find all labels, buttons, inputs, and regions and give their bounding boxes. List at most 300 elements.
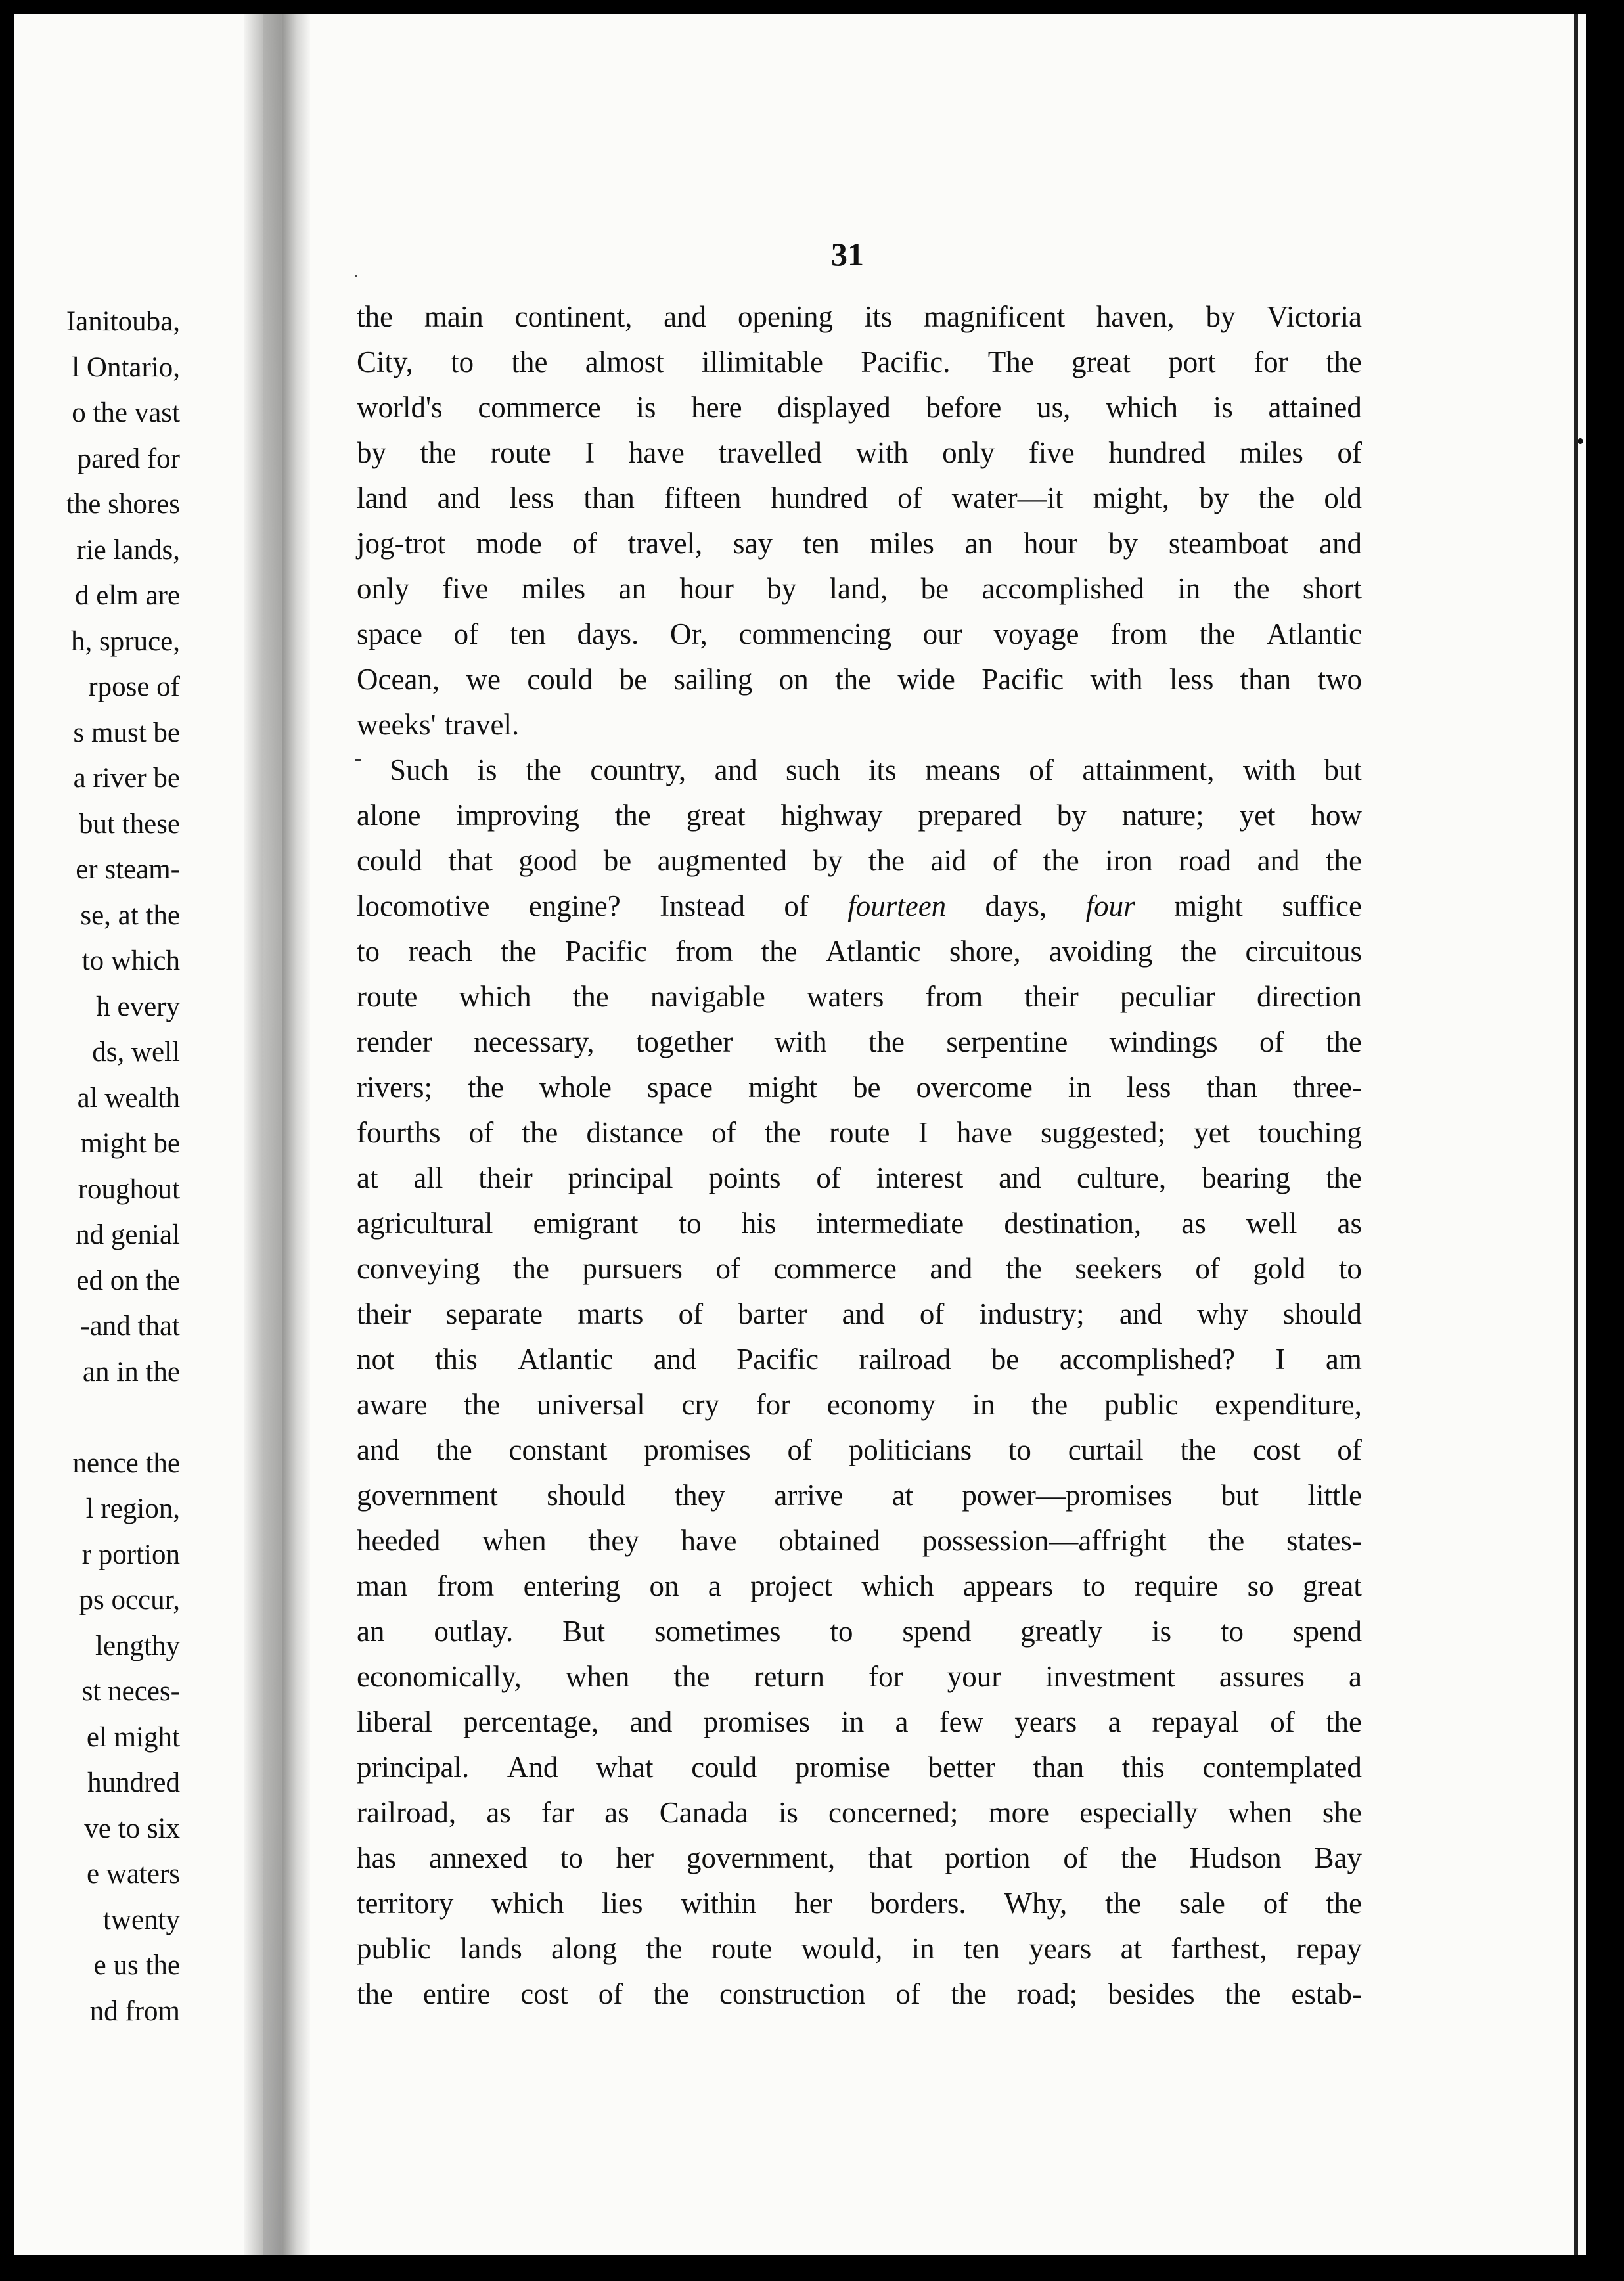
word: little <box>1307 1479 1362 1512</box>
word: the <box>1258 482 1295 514</box>
word: of <box>1259 1026 1284 1058</box>
word: navigable <box>650 980 765 1013</box>
word: greatly <box>1020 1615 1103 1648</box>
word: for <box>756 1388 791 1421</box>
word: whole <box>539 1071 612 1104</box>
word: to <box>1338 1252 1362 1285</box>
word: from <box>925 980 983 1013</box>
word: the <box>1325 1026 1362 1058</box>
word: prepared <box>918 799 1022 832</box>
word: route <box>829 1116 890 1149</box>
word: how <box>1311 799 1362 832</box>
word: your <box>947 1660 1002 1693</box>
word: good <box>518 844 578 877</box>
word: short <box>1302 572 1362 605</box>
word: and <box>664 300 707 333</box>
word: have <box>956 1116 1012 1149</box>
word: an <box>618 572 646 605</box>
word: the <box>868 844 905 877</box>
word: her <box>616 1841 654 1874</box>
word: we <box>466 663 501 696</box>
word: am <box>1325 1343 1362 1376</box>
word: travelled <box>718 436 822 469</box>
word: of <box>453 618 479 650</box>
word: the <box>1005 1252 1042 1285</box>
left-fragment-line: al wealth <box>77 1082 180 1114</box>
word: days, <box>985 890 1047 922</box>
word: two <box>1317 663 1362 696</box>
word: a <box>1108 1705 1121 1738</box>
word: illimitable <box>702 346 824 378</box>
word: than <box>1033 1751 1085 1784</box>
word: from <box>1110 618 1168 650</box>
word: constant <box>508 1434 608 1466</box>
word: of <box>784 890 809 922</box>
word: require <box>1134 1570 1219 1602</box>
word: of <box>919 1298 945 1330</box>
word: universal <box>536 1388 645 1421</box>
word: states- <box>1286 1524 1362 1557</box>
word: the <box>950 1977 987 2010</box>
text-line <box>357 1473 1362 1518</box>
word: spend <box>1292 1615 1362 1648</box>
left-fragment-line: a river be <box>73 763 180 794</box>
word: gold <box>1253 1252 1306 1285</box>
word: to <box>1008 1434 1031 1466</box>
word: commerce <box>478 391 601 424</box>
word: route <box>490 436 551 469</box>
word: the <box>1180 1434 1217 1466</box>
word: highway <box>780 799 883 832</box>
left-fragment-line: r portion <box>81 1539 180 1570</box>
text-line <box>357 1836 1362 1881</box>
word: of <box>1029 754 1054 786</box>
word: by <box>813 844 843 877</box>
word: concerned; <box>828 1796 959 1829</box>
word: the <box>522 1116 558 1149</box>
word: circuitous <box>1245 935 1362 968</box>
word: suffice <box>1282 890 1362 922</box>
word: has <box>357 1841 396 1874</box>
word: might, <box>1093 482 1170 514</box>
word: before <box>926 391 1002 424</box>
word: as <box>486 1796 511 1829</box>
word: is <box>477 754 497 786</box>
word: accomplished <box>981 572 1144 605</box>
word: bearing <box>1202 1162 1290 1194</box>
word: great <box>1302 1570 1362 1602</box>
word: only <box>942 436 995 469</box>
left-page-text <box>14 14 252 2255</box>
left-fragment-line: to which <box>81 945 180 976</box>
word: means <box>924 754 1001 786</box>
word <box>847 884 946 929</box>
word: entering <box>523 1570 621 1602</box>
word: assures <box>1219 1660 1305 1693</box>
word: with <box>855 436 909 469</box>
word: engine? <box>528 890 621 922</box>
word: their <box>478 1162 533 1194</box>
word: should <box>547 1479 626 1512</box>
word: distance <box>586 1116 683 1149</box>
word: agricultural <box>357 1207 493 1240</box>
left-fragment-line: rie lands, <box>76 534 180 566</box>
word: few <box>939 1705 984 1738</box>
word: liberal <box>357 1705 432 1738</box>
word: be <box>619 663 648 696</box>
word: cry <box>681 1388 719 1421</box>
text-line <box>357 1201 1362 1246</box>
word: in <box>1177 572 1201 605</box>
word: avoiding <box>1049 935 1153 968</box>
gutter-shadow <box>263 14 282 2255</box>
word: barter <box>738 1298 807 1330</box>
word: railroad, <box>357 1796 457 1829</box>
word: port <box>1168 346 1216 378</box>
word: old <box>1324 482 1362 514</box>
word: And <box>507 1751 558 1784</box>
word: of <box>1270 1705 1295 1738</box>
word: the <box>646 1932 683 1965</box>
word: than <box>1240 663 1292 696</box>
word: the <box>673 1660 710 1693</box>
left-fragment-line: ps occur, <box>79 1585 180 1615</box>
word: on <box>778 663 809 696</box>
word: and <box>1257 844 1300 877</box>
word: the <box>572 980 609 1013</box>
word: yet <box>1194 1116 1230 1149</box>
left-fragment-line: se, at the <box>80 899 180 931</box>
word: Or, <box>669 618 708 650</box>
word: at <box>1120 1932 1142 1965</box>
word: commerce <box>773 1252 897 1285</box>
word: the <box>1181 935 1217 968</box>
word: serpentine <box>946 1026 1068 1058</box>
word: world's <box>357 391 443 424</box>
left-fragment-line: might be <box>80 1128 180 1159</box>
left-fragment-line: e waters <box>86 1859 180 1889</box>
word: the <box>1208 1524 1245 1557</box>
word: less <box>1126 1071 1171 1104</box>
word: together <box>635 1026 733 1058</box>
text-line <box>357 521 1362 566</box>
word: territory <box>357 1887 454 1920</box>
word: when <box>1228 1796 1292 1829</box>
word: yet <box>1239 799 1276 832</box>
word: in <box>972 1388 995 1421</box>
word: Why, <box>1004 1887 1068 1920</box>
word: this <box>434 1343 478 1376</box>
word: our <box>922 618 962 650</box>
word: hundred <box>1108 436 1206 469</box>
word: of <box>572 527 597 560</box>
word: could <box>527 663 593 696</box>
text-line <box>357 1428 1362 1473</box>
word: the <box>500 935 537 968</box>
word: by <box>1056 799 1087 832</box>
word: five <box>442 572 489 605</box>
word: road; <box>1016 1977 1078 2010</box>
word: be <box>603 844 632 877</box>
word: an <box>964 527 993 560</box>
word: sailing <box>673 663 753 696</box>
word: the <box>1031 1388 1068 1421</box>
word: as <box>1337 1207 1362 1240</box>
word: the <box>1043 844 1079 877</box>
word: outlay. <box>434 1615 514 1648</box>
text-line <box>357 612 1362 657</box>
word: years <box>1029 1932 1092 1965</box>
word: sometimes <box>654 1615 781 1648</box>
left-fragment-line: an in the <box>82 1356 180 1388</box>
word: jog-trot <box>357 527 445 560</box>
word: estab- <box>1291 1977 1362 2010</box>
word: their <box>1024 980 1079 1013</box>
word: of <box>992 844 1018 877</box>
word: be <box>920 572 949 605</box>
left-fragment-line: ed on the <box>76 1265 180 1296</box>
text-line <box>357 702 1362 748</box>
word: within <box>681 1887 757 1920</box>
word: of <box>468 1116 494 1149</box>
word: displayed <box>777 391 891 424</box>
word: to <box>451 346 474 378</box>
word: by <box>1108 527 1139 560</box>
word: public <box>357 1932 431 1965</box>
left-fragment-line: st neces- <box>81 1676 180 1707</box>
word: miles <box>1239 436 1303 469</box>
word: which <box>1106 391 1179 424</box>
left-fragment-line: nence the <box>72 1447 180 1479</box>
text-line <box>357 838 1362 884</box>
word: lands <box>459 1932 522 1965</box>
word: construction <box>719 1977 866 2010</box>
text-line <box>357 1246 1362 1292</box>
word: spend <box>902 1615 972 1648</box>
text-line <box>357 1518 1362 1564</box>
word: railroad <box>859 1343 951 1376</box>
word: the <box>511 346 548 378</box>
word: the <box>357 1977 393 2010</box>
left-fragment-line: l Ontario, <box>72 351 180 383</box>
word: Atlantic <box>1267 618 1362 650</box>
word: but <box>1324 754 1362 786</box>
text-line <box>357 1700 1362 1745</box>
text-line <box>357 566 1362 612</box>
word: separate <box>445 1298 543 1330</box>
word: along <box>551 1932 618 1965</box>
word: peculiar <box>1119 980 1215 1013</box>
text-line <box>357 1926 1362 1972</box>
word: should <box>1282 1298 1362 1330</box>
word: in <box>841 1705 865 1738</box>
ink-speck <box>355 275 357 277</box>
word: route <box>711 1932 773 1965</box>
text-line <box>357 1337 1362 1382</box>
word: the <box>525 754 562 786</box>
word: with <box>1243 754 1296 786</box>
left-fragment-line: hundred <box>87 1767 180 1798</box>
word: for <box>1253 346 1288 378</box>
word: promises <box>644 1434 751 1466</box>
text-line <box>357 1564 1362 1609</box>
word: the <box>653 1977 690 2010</box>
text-line <box>357 1020 1362 1065</box>
word: as <box>604 1796 629 1829</box>
word: such <box>786 754 840 786</box>
word: of <box>598 1977 623 2010</box>
left-fragment-line: twenty <box>102 1904 180 1935</box>
word: But <box>562 1615 606 1648</box>
word: space <box>646 1071 713 1104</box>
word: is <box>1213 391 1233 424</box>
word: would, <box>801 1932 883 1965</box>
word: reach <box>408 935 472 968</box>
word: of <box>1263 1887 1288 1920</box>
word: government, <box>686 1841 836 1874</box>
word: of <box>897 482 922 514</box>
word: here <box>691 391 742 424</box>
word: the <box>1326 1887 1362 1920</box>
text-line <box>357 1110 1362 1156</box>
word: of <box>787 1434 812 1466</box>
word: nature; <box>1121 799 1204 832</box>
word: aware <box>357 1388 428 1421</box>
word: is <box>778 1796 798 1829</box>
left-fragment-line: er steam- <box>76 854 180 885</box>
word: pursuers <box>582 1252 683 1285</box>
word: cost <box>1253 1434 1301 1466</box>
word: to <box>560 1841 583 1874</box>
word: might <box>748 1071 817 1104</box>
text-line <box>357 1745 1362 1790</box>
word: by <box>1199 482 1229 514</box>
left-fragment-line: roughout <box>78 1173 180 1205</box>
word: ten <box>803 527 840 560</box>
word: in <box>911 1932 935 1965</box>
word: the <box>868 1026 905 1058</box>
word: could <box>357 844 422 877</box>
word: her <box>794 1887 832 1920</box>
text-line <box>357 385 1362 430</box>
ink-mark <box>355 759 361 761</box>
text-line <box>357 476 1362 521</box>
word: repay <box>1296 1932 1362 1965</box>
word <box>1086 884 1135 929</box>
word: weeks' <box>357 708 436 741</box>
left-fragment-line: nd genial <box>76 1219 180 1250</box>
word: she <box>1322 1796 1362 1829</box>
word: Bay <box>1314 1841 1362 1874</box>
word: alone <box>357 799 421 832</box>
word: days. <box>577 618 639 650</box>
word: to <box>830 1615 853 1648</box>
word: route <box>357 980 418 1013</box>
text-line <box>357 974 1362 1020</box>
left-fragment-line: h every <box>96 991 180 1022</box>
word: all <box>413 1162 443 1194</box>
word: to <box>1221 1615 1244 1648</box>
word: its <box>864 300 893 333</box>
word: promises <box>703 1705 811 1738</box>
word: five <box>1028 436 1075 469</box>
left-fragment-line: the shores <box>66 489 180 520</box>
word: this <box>1121 1751 1165 1784</box>
word: the <box>761 935 798 968</box>
left-fragment-line: pared for <box>77 443 180 474</box>
word: portion <box>945 1841 1031 1874</box>
word: and <box>357 1434 399 1466</box>
text-line <box>357 793 1362 838</box>
word: points <box>708 1162 781 1194</box>
word: of <box>1195 1252 1220 1285</box>
scan-border <box>1586 0 1624 2281</box>
word: man <box>357 1570 408 1602</box>
word: waters <box>807 980 884 1013</box>
text-line <box>357 1065 1362 1110</box>
word: which <box>491 1887 564 1920</box>
word: at <box>891 1479 914 1512</box>
word: Instead <box>660 890 746 922</box>
word: touching <box>1258 1116 1362 1149</box>
word: be <box>991 1343 1020 1376</box>
word: continent, <box>514 300 633 333</box>
left-fragment-line: ve to six <box>84 1813 180 1844</box>
word: seekers <box>1075 1252 1162 1285</box>
word: culture, <box>1076 1162 1167 1194</box>
word: Hudson <box>1189 1841 1282 1874</box>
word: water—it <box>951 482 1064 514</box>
word: attainment, <box>1082 754 1215 786</box>
word: with <box>774 1026 827 1058</box>
word: aid <box>930 844 967 877</box>
word: power—promises <box>962 1479 1173 1512</box>
word: in <box>1068 1071 1091 1104</box>
word: rivers; <box>357 1071 432 1104</box>
word: than <box>1206 1071 1257 1104</box>
word: great <box>686 799 746 832</box>
word: better <box>928 1751 995 1784</box>
word: appears <box>962 1570 1054 1602</box>
text-line <box>357 929 1362 974</box>
word: hour <box>1023 527 1078 560</box>
word: of <box>816 1162 841 1194</box>
text-line <box>357 1382 1362 1428</box>
text-line <box>357 1609 1362 1654</box>
word: the <box>436 1434 472 1466</box>
word: an <box>357 1615 385 1648</box>
left-fragment-line: lengthy <box>95 1630 180 1661</box>
word: only <box>357 572 410 605</box>
word: and <box>629 1705 673 1738</box>
word: the <box>764 1116 801 1149</box>
word: of <box>1063 1841 1088 1874</box>
word: heeded <box>357 1524 441 1557</box>
word: necessary, <box>474 1026 595 1058</box>
word: voyage <box>993 618 1079 650</box>
word: industry; <box>979 1298 1085 1330</box>
word: miles <box>521 572 586 605</box>
word: wide <box>897 663 955 696</box>
word: the <box>614 799 651 832</box>
text-line <box>357 657 1362 702</box>
word: repayal <box>1152 1705 1240 1738</box>
word: investment <box>1045 1660 1175 1693</box>
word: for <box>868 1660 903 1693</box>
word: with <box>1090 663 1143 696</box>
word: haven, <box>1096 300 1175 333</box>
word: destination, <box>1004 1207 1142 1240</box>
